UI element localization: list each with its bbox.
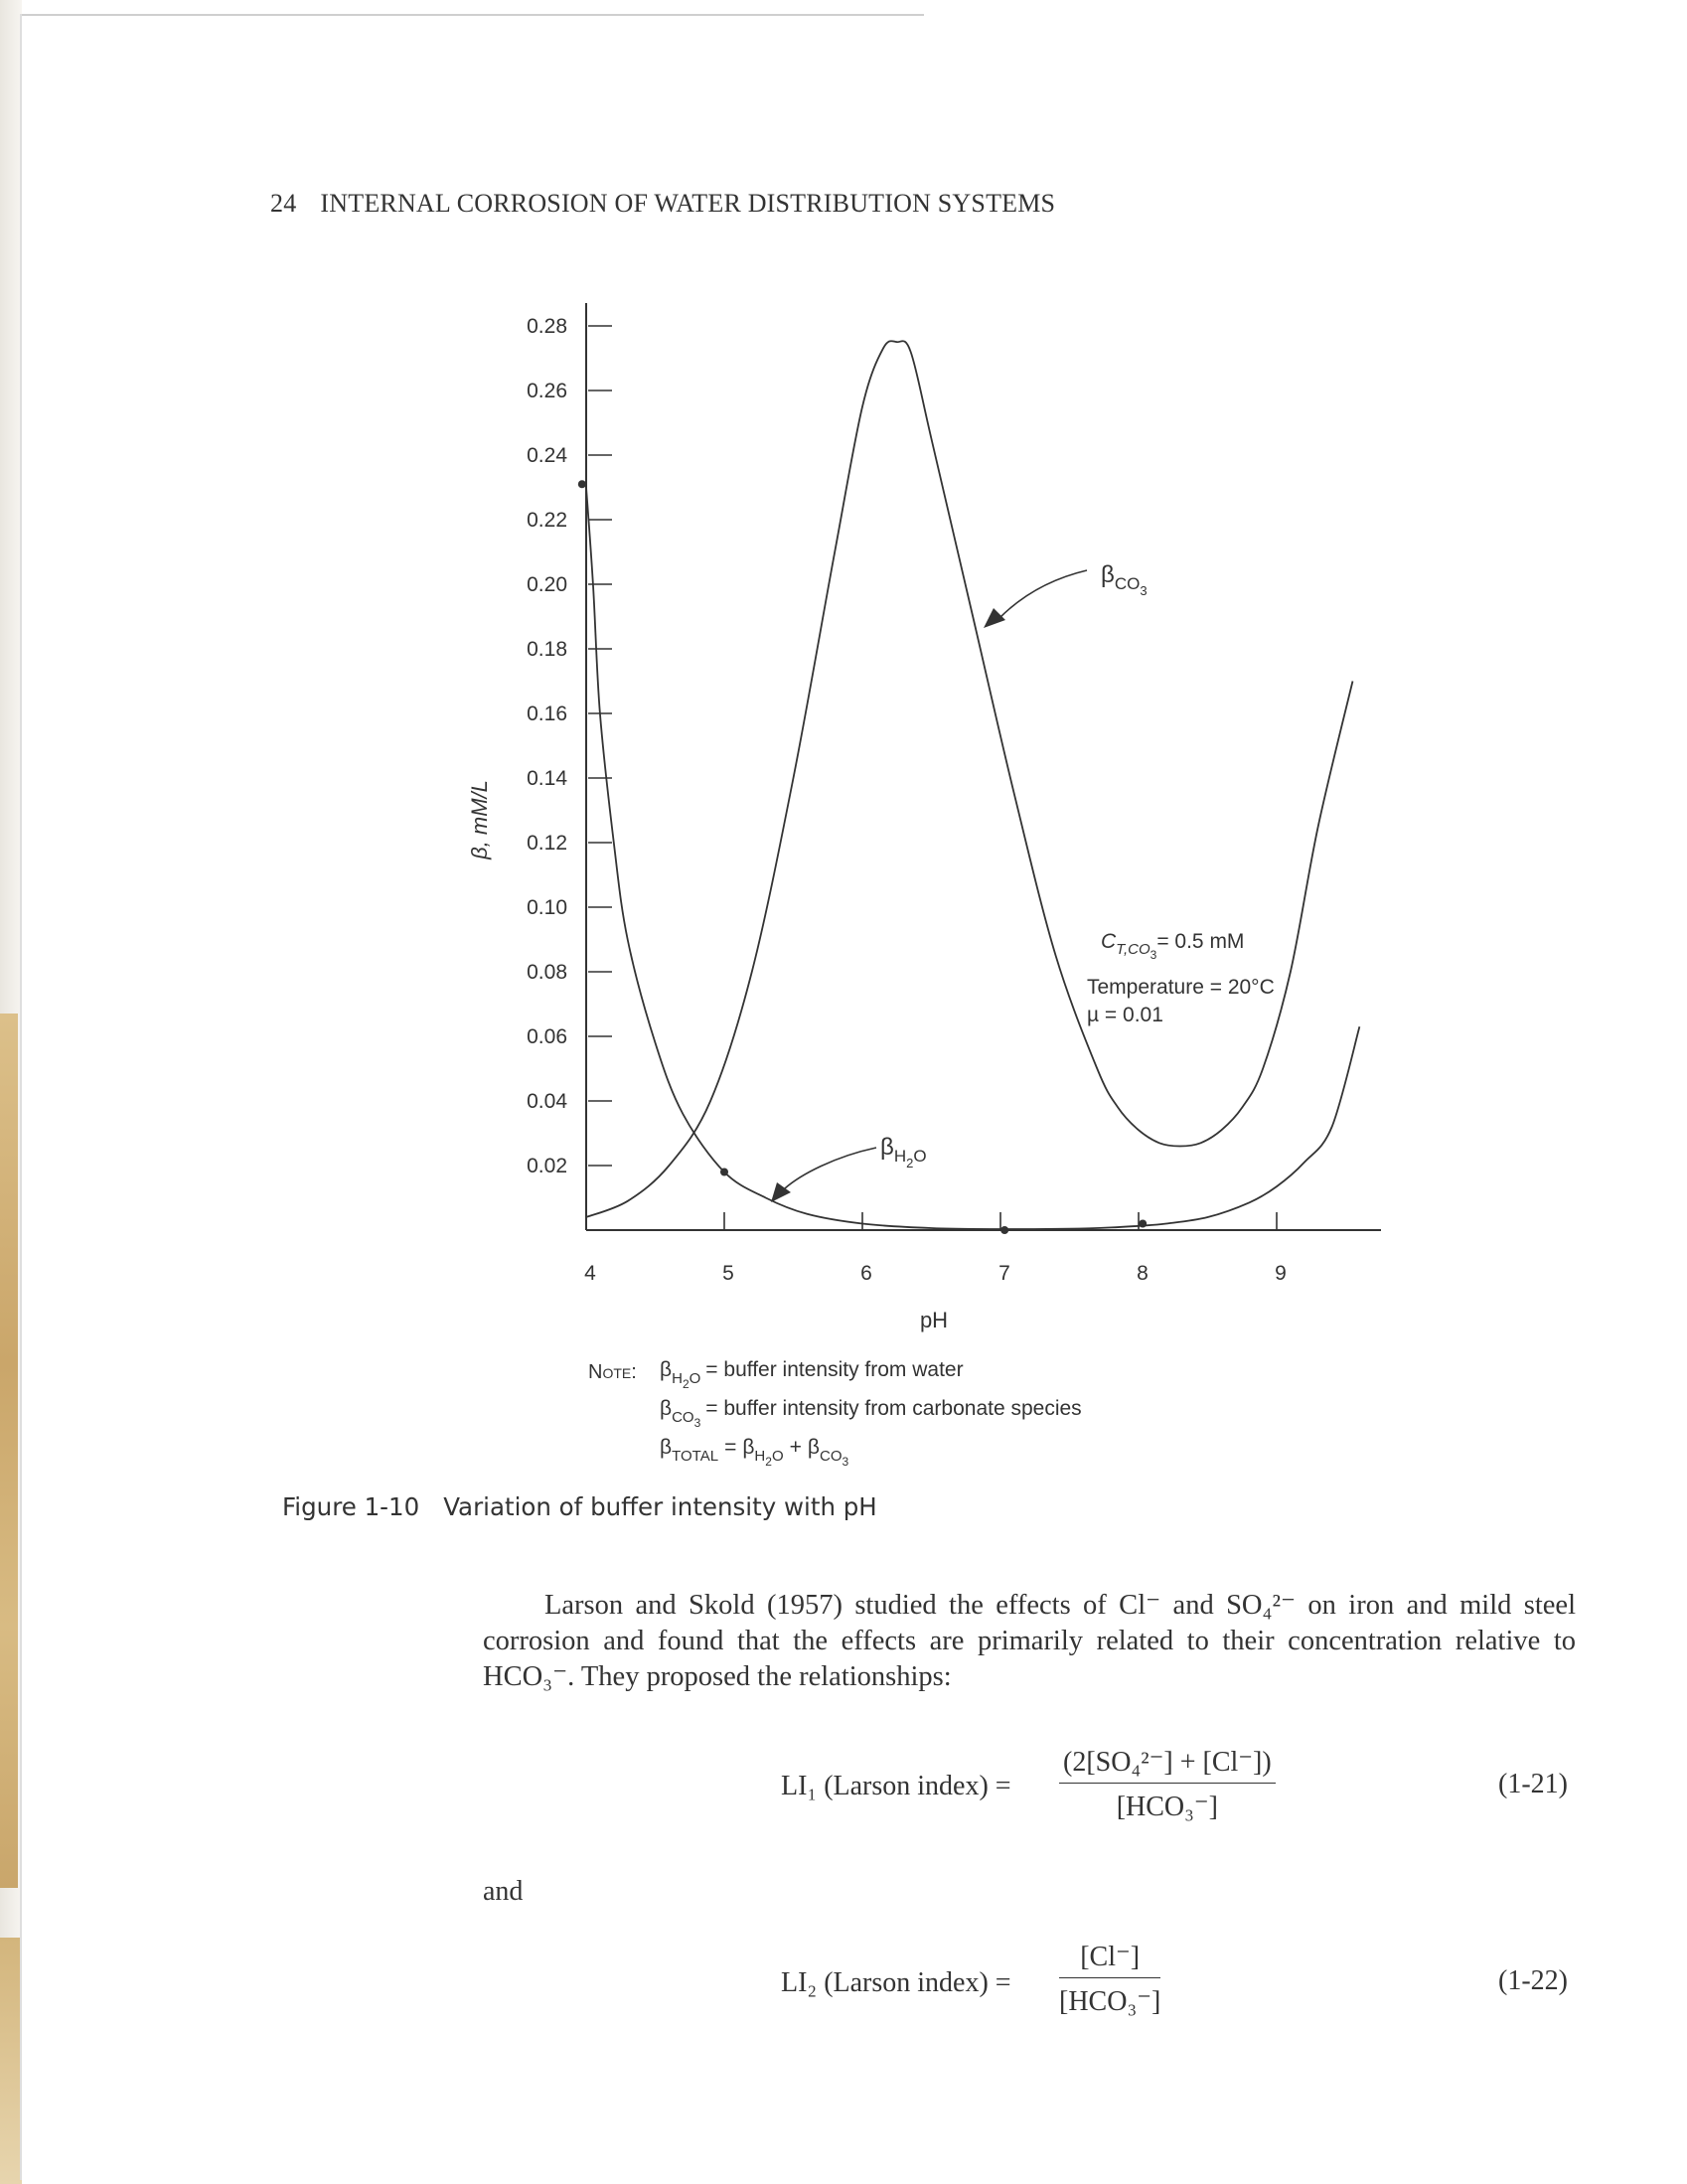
temperature-annotation: Temperature = 20°C xyxy=(1087,976,1275,999)
figure-caption xyxy=(282,1492,877,1521)
x-tick-label: 9 xyxy=(1275,1262,1287,1285)
note-line-2-text: = buffer intensity from carbonate species xyxy=(705,1397,1082,1420)
y-tick-label: 0.06 xyxy=(527,1025,567,1048)
eq2-denominator: [HCO₃⁻] xyxy=(1059,1986,1161,2017)
note-line-2: $\beta_{CO3}=$ buffer intensity from carbonate species xyxy=(660,1397,1082,1430)
eq2-number: (1-22) xyxy=(1498,1965,1568,1996)
y-tick-label: 0.02 xyxy=(527,1155,567,1177)
y-tick-label: 0.28 xyxy=(527,315,567,338)
x-tick-label: 8 xyxy=(1137,1262,1149,1285)
eq2-fraction xyxy=(1059,1940,1160,2018)
x-tick-label: 4 xyxy=(584,1262,596,1285)
note-line-3: $\beta_{TOTAL} = \beta_{H2}^O + \beta_{CO3}$ xyxy=(660,1436,849,1469)
series-line-bco3 xyxy=(586,341,1353,1217)
note-line-1-text: = buffer intensity from water xyxy=(705,1358,964,1381)
data-point xyxy=(578,480,586,488)
connective-and: and xyxy=(483,1876,524,1907)
y-tick-label: 0.24 xyxy=(527,444,567,467)
chart-axes xyxy=(586,303,1381,1230)
ct-value: = 0.5 mM xyxy=(1156,930,1245,953)
x-tick-label: 5 xyxy=(722,1262,734,1285)
bco3-arrowhead xyxy=(984,608,1005,628)
y-ticks xyxy=(527,315,612,1177)
data-point xyxy=(1139,1220,1147,1228)
y-tick-label: 0.18 xyxy=(527,638,567,661)
eq2-numerator: [Cl⁻] xyxy=(1059,1940,1160,1978)
y-tick-label: 0.20 xyxy=(527,573,567,596)
y-tick-label: 0.08 xyxy=(527,961,567,984)
series-label-bco3: $\beta_{CO3}$ xyxy=(1101,561,1148,598)
note-line-1: $\beta_{H2}^O$ = buffer intensity from water xyxy=(660,1358,964,1391)
data-point xyxy=(720,1169,728,1176)
mu-annotation: µ = 0.01 xyxy=(1087,1004,1163,1026)
ct-annotation: $C_{T,CO3}= 0.5$ mM xyxy=(1101,930,1245,962)
body-paragraph: Larson and Skold (1957) studied the effects of Cl⁻ and SO₄²⁻ on iron and mild steel corrosion and found that the effects are primarily related to their concentration relative to HCO₃⁻. They proposed the relationships: xyxy=(483,1590,1576,1692)
eq1-denominator: [HCO₃⁻] xyxy=(1116,1792,1218,1822)
eq1-numerator: (2[SO₄²⁻] + [Cl⁻]) xyxy=(1059,1745,1276,1784)
x-tick-label: 7 xyxy=(998,1262,1010,1285)
bco3-arrow-shaft xyxy=(999,570,1087,618)
figure-note xyxy=(588,1358,1082,1469)
x-tick-label: 6 xyxy=(860,1262,872,1285)
x-ticks xyxy=(584,1212,1287,1285)
chart-points xyxy=(578,480,1147,1234)
series-label-bh2o: $\beta_{H2}^O$ xyxy=(880,1134,927,1170)
eq1-number: (1-21) xyxy=(1498,1769,1568,1799)
eq1-fraction xyxy=(1059,1745,1276,1823)
note-prefix: Note: xyxy=(588,1361,637,1383)
y-tick-label: 0.14 xyxy=(527,767,567,790)
note-line-3-eq: = xyxy=(724,1436,737,1459)
y-axis-label: β, mM/L xyxy=(467,780,492,859)
eq1-lhs: LI₁ (Larson index) = xyxy=(781,1771,1011,1801)
y-tick-label: 0.04 xyxy=(527,1090,567,1113)
y-tick-label: 0.12 xyxy=(527,832,567,855)
note-line-3-plus: + xyxy=(789,1436,802,1459)
chart-series xyxy=(586,341,1359,1229)
y-tick-label: 0.26 xyxy=(527,380,567,402)
caption-number: Figure 1-10 xyxy=(282,1492,420,1521)
y-tick-label: 0.22 xyxy=(527,509,567,532)
y-tick-label: 0.10 xyxy=(527,896,567,919)
x-axis-label: pH xyxy=(919,1308,949,1332)
data-point xyxy=(1000,1226,1008,1234)
y-tick-label: 0.16 xyxy=(527,702,567,725)
bh2o-arrow-shaft xyxy=(785,1148,876,1188)
running-title: INTERNAL CORROSION OF WATER DISTRIBUTION SYSTEMS xyxy=(320,189,1056,218)
caption-text: Variation of buffer intensity with pH xyxy=(443,1492,877,1521)
eq2-lhs: LI₂ (Larson index) = xyxy=(781,1967,1011,1998)
page-number: 24 xyxy=(270,189,297,218)
